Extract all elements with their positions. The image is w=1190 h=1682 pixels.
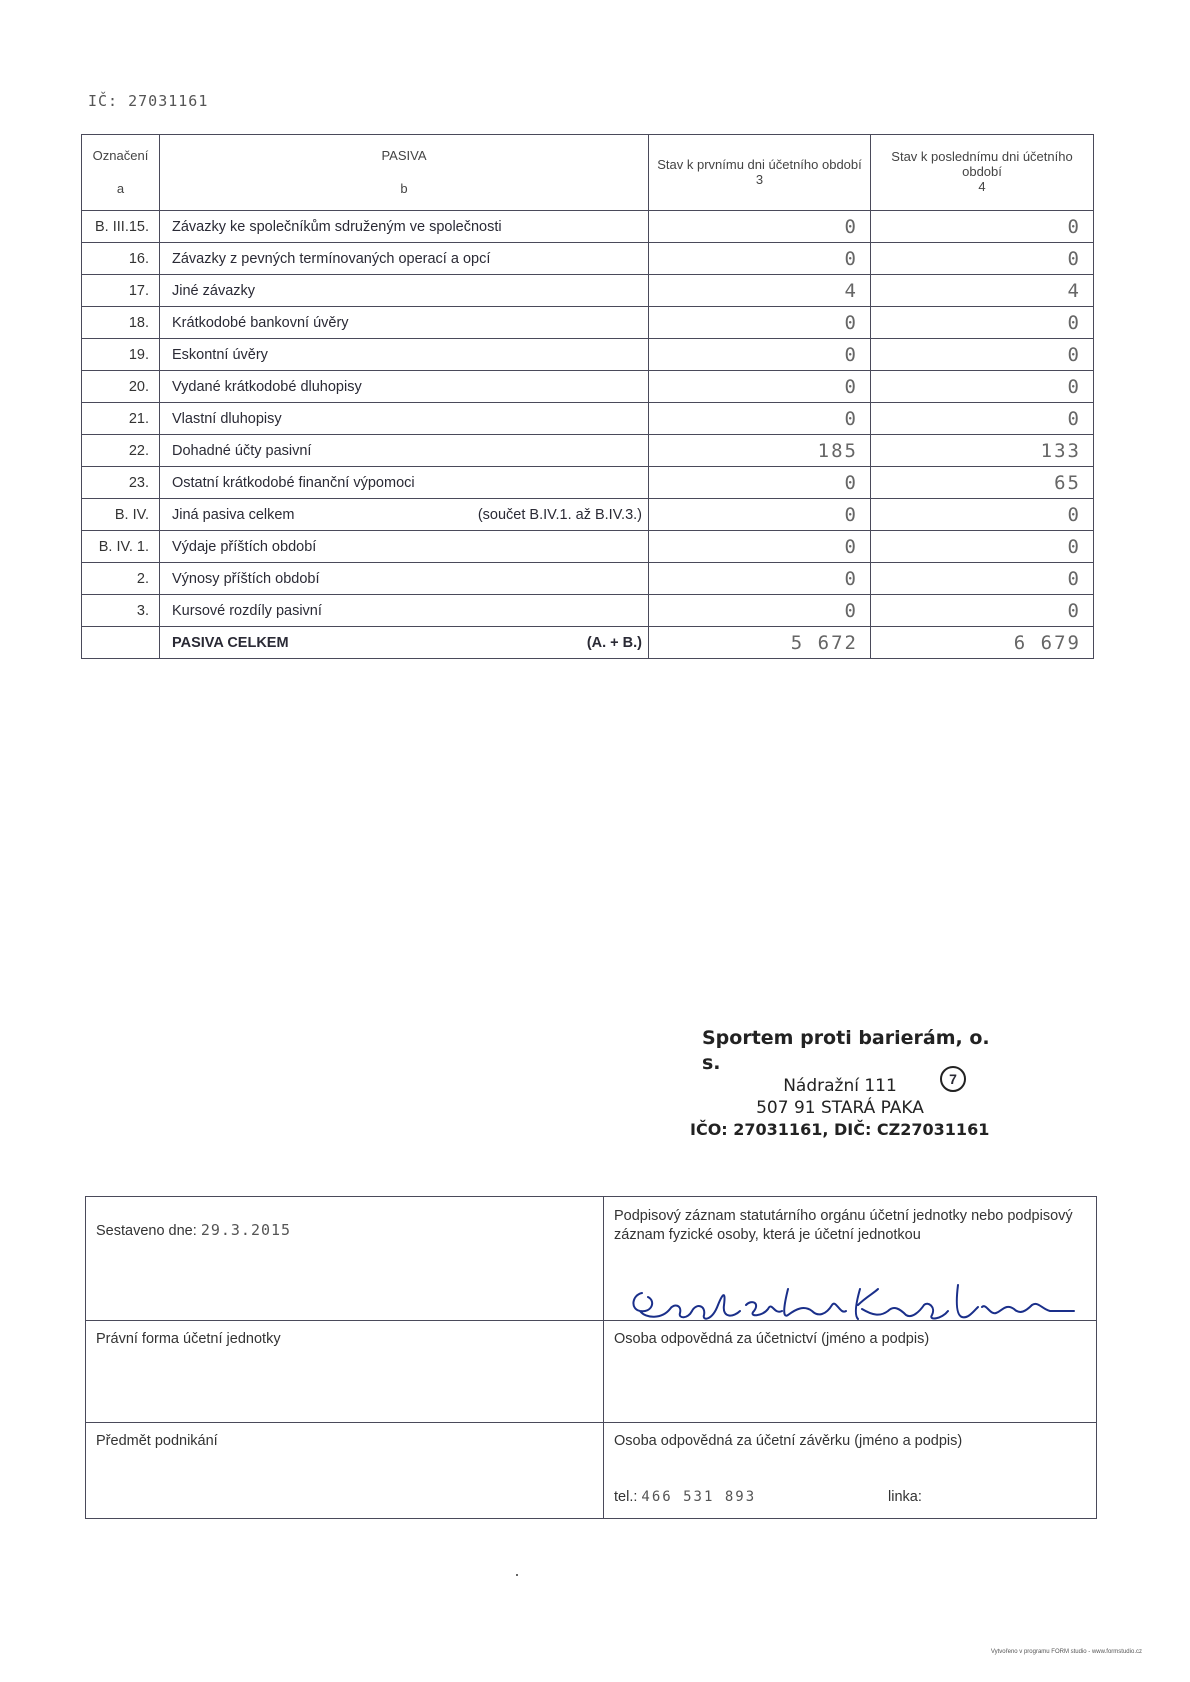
- total-label-cell: [160, 627, 649, 659]
- scan-speck: [516, 1574, 518, 1576]
- row-value-3: 0: [649, 339, 871, 371]
- signature-table: [85, 1196, 1097, 1519]
- row-value-3: 0: [649, 499, 871, 531]
- row-value-4: 65: [871, 467, 1094, 499]
- row-value-3: 0: [649, 211, 871, 243]
- row-value-4: 0: [871, 563, 1094, 595]
- row-value-4: 0: [871, 499, 1094, 531]
- row-value-3: 0: [649, 531, 871, 563]
- row-code: 23.: [82, 467, 160, 499]
- table-row: [82, 435, 1094, 467]
- row-label: Závazky ke společníkům sdruženým ve společnosti: [160, 211, 649, 243]
- handwritten-signature: [622, 1275, 1082, 1327]
- compiled-date: 29.3.2015: [200, 1221, 292, 1239]
- accounting-person-cell: [604, 1321, 1097, 1423]
- legal-form-cell: [86, 1321, 604, 1423]
- signature-row-3: [86, 1423, 1097, 1519]
- table-row: [82, 467, 1094, 499]
- row-label: Kursové rozdíly pasivní: [160, 595, 649, 627]
- accounting-person-label: Osoba odpovědná za účetnictví (jméno a podpis): [614, 1331, 930, 1347]
- stamp-line-name: Sportem proti barierám, o. s.: [702, 1027, 990, 1074]
- row-value-3: 0: [649, 467, 871, 499]
- row-code: 22.: [82, 435, 160, 467]
- row-label: Ostatní krátkodobé finanční výpomoci: [160, 467, 649, 499]
- table-row: [82, 307, 1094, 339]
- stamp-line-city: 507 91 STARÁ PAKA: [756, 1098, 924, 1119]
- row-code: 16.: [82, 243, 160, 275]
- row-label: Dohadné účty pasivní: [160, 435, 649, 467]
- row-value-3: 0: [649, 371, 871, 403]
- total-value-3: 5 672: [649, 627, 871, 659]
- row-value-4: 0: [871, 307, 1094, 339]
- row-code: B. IV. 1.: [82, 531, 160, 563]
- row-note: (součet B.IV.1. až B.IV.3.): [477, 506, 642, 523]
- row-value-4: 0: [871, 595, 1094, 627]
- row-label: Jiné závazky: [160, 275, 649, 307]
- table-row: [82, 275, 1094, 307]
- row-label: Eskontní úvěry: [160, 339, 649, 371]
- row-label: Krátkodobé bankovní úvěry: [160, 307, 649, 339]
- table-row: [82, 403, 1094, 435]
- row-value-4: 0: [871, 339, 1094, 371]
- col-a-header: Označení a: [82, 135, 160, 211]
- signature-row-1: [86, 1197, 1097, 1321]
- total-value-4: 6 679: [871, 627, 1094, 659]
- total-row: [82, 627, 1094, 659]
- row-value-3: 0: [649, 595, 871, 627]
- row-code: 21.: [82, 403, 160, 435]
- closing-person-cell: [604, 1423, 1097, 1519]
- col-3-header: Stav k prvnímu dni účetního období 3: [649, 135, 871, 211]
- row-code: B. IV.: [82, 499, 160, 531]
- row-value-3: 185: [649, 435, 871, 467]
- row-label: Závazky z pevných termínovaných operací a opcí: [160, 243, 649, 275]
- footer-note: Vytvořeno v programu FORM studio - www.formstudio.cz: [990, 1649, 1142, 1655]
- row-label: Výdaje příštích období: [160, 531, 649, 563]
- row-value-4: 133: [871, 435, 1094, 467]
- closing-person-label: Osoba odpovědná za účetní závěrku (jméno a podpis): [614, 1433, 963, 1449]
- row-code: 20.: [82, 371, 160, 403]
- compiled-label: Sestaveno dne:: [96, 1223, 197, 1239]
- signature-row-2: [86, 1321, 1097, 1423]
- table-row: [82, 243, 1094, 275]
- row-value-3: 4: [649, 275, 871, 307]
- table-row: [82, 339, 1094, 371]
- row-value-3: 0: [649, 307, 871, 339]
- total-label: PASIVA CELKEM: [172, 634, 289, 651]
- row-label: Výnosy příštích období: [160, 563, 649, 595]
- stamp-line-ids: IČO: 27031161, DIČ: CZ27031161: [690, 1119, 990, 1139]
- col-b-header: PASIVA b: [160, 135, 649, 211]
- table-header-row: [82, 135, 1094, 211]
- row-value-4: 0: [871, 531, 1094, 563]
- row-label: Vydané krátkodobé dluhopisy: [160, 371, 649, 403]
- liabilities-table: [81, 134, 1094, 659]
- ico-header: IČ: 27031161: [88, 92, 209, 110]
- row-code: 17.: [82, 275, 160, 307]
- row-value-3: 0: [649, 563, 871, 595]
- business-subject-label: Předmět podnikání: [96, 1433, 218, 1449]
- tel-label: tel.:: [614, 1489, 638, 1505]
- row-value-4: 0: [871, 403, 1094, 435]
- table-row: [82, 371, 1094, 403]
- stamp-number-badge: 7: [940, 1066, 966, 1092]
- row-code: 18.: [82, 307, 160, 339]
- table-row: [82, 595, 1094, 627]
- table-row: [82, 499, 1094, 531]
- total-note: (A. + B.): [586, 634, 642, 651]
- row-code: 19.: [82, 339, 160, 371]
- business-subject-cell: [86, 1423, 604, 1519]
- linka-label: linka:: [888, 1489, 922, 1505]
- row-value-4: 0: [871, 243, 1094, 275]
- total-code: [82, 627, 160, 659]
- legal-form-label: Právní forma účetní jednotky: [96, 1331, 281, 1347]
- row-value-4: 4: [871, 275, 1094, 307]
- table-row: [82, 211, 1094, 243]
- tel-value: 466 531 893: [641, 1489, 757, 1505]
- statutory-signature-label: Podpisový záznam statutárního orgánu účetní jednotky nebo podpisový záznam fyzické osoby, která je účetní jednotkou: [614, 1208, 1073, 1243]
- row-value-4: 0: [871, 211, 1094, 243]
- row-label-cell: [160, 499, 649, 531]
- row-code: 2.: [82, 563, 160, 595]
- statutory-signature-cell: [604, 1197, 1097, 1321]
- table-row: [82, 531, 1094, 563]
- row-label: Vlastní dluhopisy: [160, 403, 649, 435]
- row-value-4: 0: [871, 371, 1094, 403]
- row-code: 3.: [82, 595, 160, 627]
- row-value-3: 0: [649, 403, 871, 435]
- table-row: [82, 563, 1094, 595]
- row-label: Jiná pasiva celkem: [172, 506, 295, 523]
- compiled-cell: [86, 1197, 604, 1321]
- row-value-3: 0: [649, 243, 871, 275]
- stamp-line-street: Nádražní 111: [783, 1076, 897, 1097]
- row-code: B. III.15.: [82, 211, 160, 243]
- col-4-header: Stav k poslednímu dni účetního období 4: [871, 135, 1094, 211]
